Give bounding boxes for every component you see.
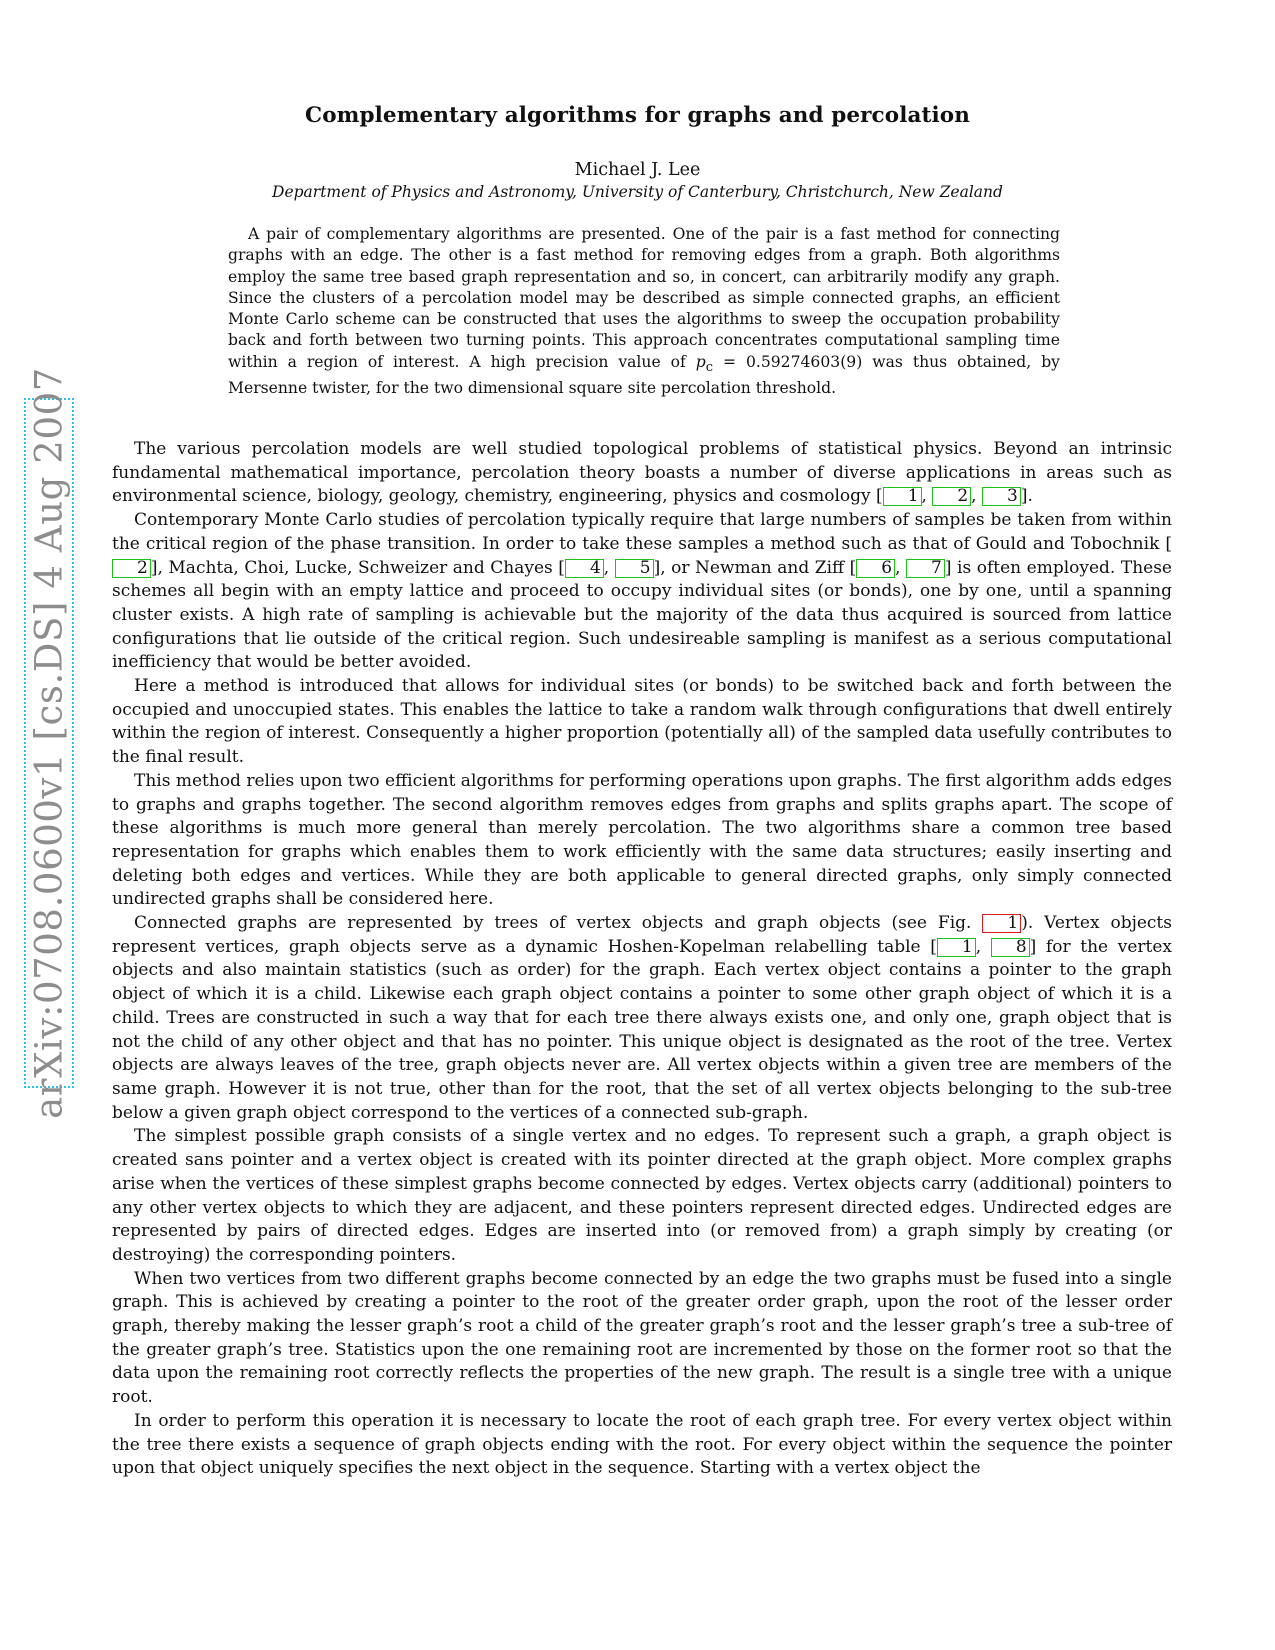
- paragraph-2: [112, 509, 1172, 675]
- pc-symbol: p: [695, 352, 706, 371]
- text-run: Connected graphs are represented by trees of vertex objects and graph objects (see Fig.: [134, 913, 983, 934]
- citation-link[interactable]: 4: [565, 559, 604, 578]
- text-run: ,: [921, 486, 933, 507]
- body-text: [112, 438, 1172, 1481]
- paragraph-8: In order to perform this operation it is necessary to locate the root of each graph tree. For every vertex object within the tree there exists a sequence of graph objects ending with the root. For every object within the sequence the pointer upon that object uniquely specifies the next object in the sequence. Starting with a vertex object the: [112, 1410, 1172, 1479]
- text-run: ].: [1020, 486, 1033, 507]
- text-run: Contemporary Monte Carlo studies of percolation typically require that large numbers of samples be taken from within the critical region of the phase transition. In order to take these samples a method such as that of Gould and Tobochnik [: [112, 510, 1172, 554]
- author-affiliation: Department of Physics and Astronomy, University of Canterbury, Christchurch, New Zealand: [272, 183, 1003, 201]
- citation-link[interactable]: 2: [112, 559, 151, 578]
- citation-link[interactable]: 1: [937, 938, 976, 957]
- text-run: ,: [975, 936, 991, 957]
- text-run: ,: [895, 557, 907, 578]
- text-run: ], Machta, Choi, Lucke, Schweizer and Chayes [: [150, 557, 565, 578]
- citation-link[interactable]: 7: [906, 559, 945, 578]
- abstract: [228, 224, 1060, 399]
- citation-link[interactable]: 1: [883, 487, 922, 506]
- text-run: ] for the vertex objects and also maintain statistics (such as order) for the graph. Each vertex object contains a pointer to the graph object of which it is a child. Likewise each graph object contains a pointer to some other graph object of which it is a child. Trees are constructed in such a way that for each tree there always exists one, and only one, graph object that is not the child of any other object and that has no pointer. This unique object is designated as the root of the tree. Vertex objects are always leaves of the tree, graph objects never are. All vertex objects within a given tree are members of the same graph. However it is not true, other than for the root, that the set of all vertex objects belonging to the sub-tree below a given graph object correspond to the vertices of a connected sub-graph.: [112, 936, 1173, 1123]
- paragraph-6: The simplest possible graph consists of a single vertex and no edges. To represent such a graph, a graph object is created sans pointer and a vertex object is created with its pointer directed at the graph object. More complex graphs arise when the vertices of these simplest graphs become connected by edges. Vertex objects carry (additional) pointers to any other vertex objects to which they are adjacent, and these pointers represent directed edges. Undirected edges are represented by pairs of directed edges. Edges are inserted into (or removed from) a graph simply by creating (or destroying) the corresponding pointers.: [112, 1126, 1172, 1265]
- citation-link[interactable]: 3: [982, 487, 1021, 506]
- abstract-text: A pair of complementary algorithms are presented. One of the pair is a fast method for connecting graphs with an edge. The other is a fast method for removing edges from a graph. Both algorithms employ the same tree based graph representation and so, in concert, can arbitrarily modify any graph. Since the clusters of a percolation model may be described as simple connected graphs, an efficient Monte Carlo scheme can be constructed that uses the algorithms to sweep the occupation probability back and forth between two turning points. This approach concentrates computational sampling time within a region of interest. A high precision value of: [228, 225, 1060, 371]
- paragraph-7: When two vertices from two different graphs become connected by an edge the two graphs must be fused into a single graph. This is achieved by creating a pointer to the root of the greater order graph, upon the root of the lesser order graph, thereby making the lesser graph’s root a child of the greater graph’s root and the lesser graph’s tree a sub-tree of the greater graph’s tree. Statistics upon the one remaining root are incremented by those on the former root so that the data upon the remaining root correctly reflects the properties of the new graph. The result is a single tree with a unique root.: [112, 1268, 1172, 1408]
- citation-link[interactable]: 5: [615, 559, 654, 578]
- text-run: ,: [603, 557, 615, 578]
- text-run: ], or Newman and Ziff [: [653, 557, 857, 578]
- citation-link[interactable]: 8: [991, 938, 1030, 957]
- text-run: The various percolation models are well studied topological problems of statistical physics. Beyond an intrinsic fundamental mathematical importance, percolation theory boasts a number of diverse applications in areas such as environmental science, biology, geology, chemistry, engineering, physics and cosmology [: [112, 439, 1172, 507]
- text-run: ] is often employed. These schemes all begin with an empty lattice and proceed to occupy individual sites (or bonds), one by one, until a spanning cluster exists. A high rate of sampling is achievable but the majority of the data thus acquired is sourced from lattice configurations that lie outside of the critical region. Such undesireable sampling is manifest as a serious computational inefficiency that would be better avoided.: [112, 557, 1172, 673]
- citation-link[interactable]: 2: [932, 487, 971, 506]
- figure-ref-link[interactable]: 1: [982, 914, 1021, 933]
- arxiv-identifier: arXiv:0708.0600v1 [cs.DS] 4 Aug 2007: [27, 367, 71, 1119]
- paragraph-3: Here a method is introduced that allows for individual sites (or bonds) to be switched back and forth between the occupied and unoccupied states. This enables the lattice to take a random walk through configurations that dwell entirely within the region of interest. Consequently a higher proportion (potentially all) of the sampled data usefully contributes to the final result.: [112, 676, 1172, 768]
- paragraph-4: This method relies upon two efficient algorithms for performing operations upon graphs. The first algorithm adds edges to graphs and graphs together. The second algorithm removes edges from graphs and splits graphs apart. The scope of these algorithms is much more general than merely percolation. The two algorithms share a common tree based representation for graphs which enables them to work efficiently with the same data structures; easily inserting and deleting both edges and vertices. While they are both applicable to general directed graphs, only simply connected undirected graphs shall be considered here.: [112, 770, 1172, 910]
- text-run: ,: [971, 486, 982, 507]
- paragraph-1: [112, 438, 1172, 509]
- pc-subscript: c: [705, 359, 713, 375]
- abstract-text-end: = 0.59274603(9) was thus obtained, by Mersenne twister, for the two dimensional square site percolation threshold.: [228, 352, 1060, 398]
- paragraph-5: [112, 912, 1172, 1125]
- paper-title: Complementary algorithms for graphs and percolation: [305, 103, 970, 128]
- author-name: Michael J. Lee: [574, 160, 701, 180]
- citation-link[interactable]: 6: [856, 559, 895, 578]
- text-run: ). Vertex objects represent vertices, graph objects serve as a dynamic Hoshen-Kopelman relabelling table [: [112, 913, 1172, 957]
